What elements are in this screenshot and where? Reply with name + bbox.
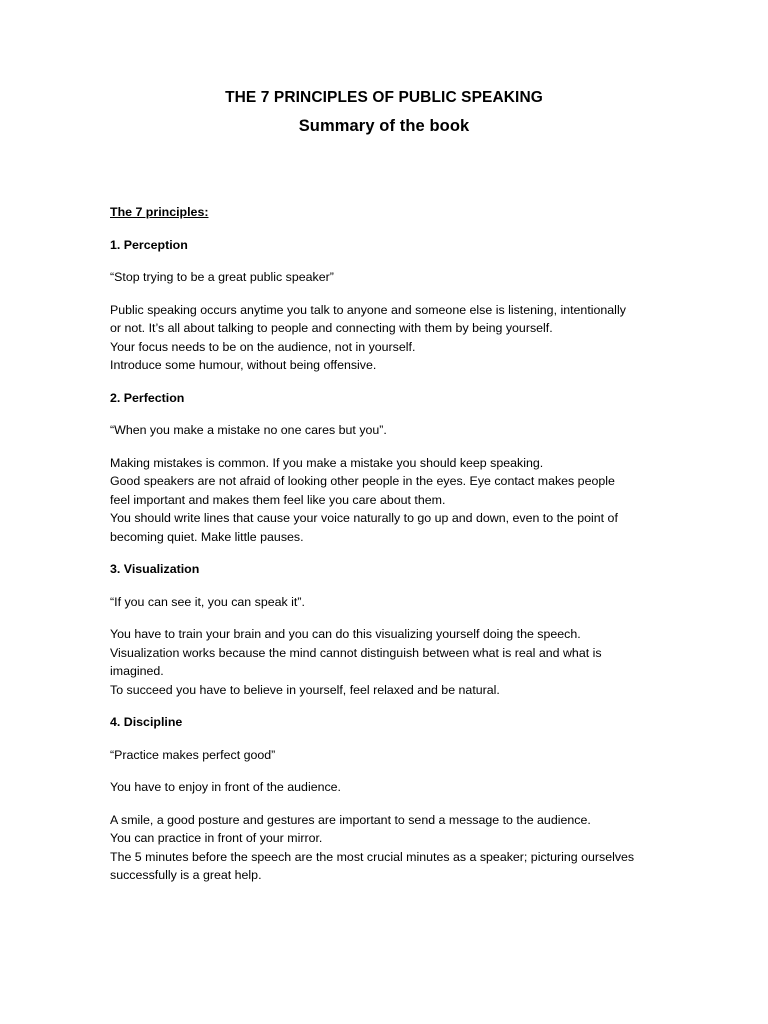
paragraph-line: You should write lines that cause your voice naturally to go up and down, even to the point of: [110, 511, 618, 525]
paragraph-line: becoming quiet. Make little pauses.: [110, 529, 304, 544]
section-quote: “When you make a mistake no one cares but you”.: [110, 423, 387, 437]
sections-container: [110, 236, 670, 885]
section-4: [110, 713, 670, 885]
paragraph-line: You have to train your brain and you can do this visualizing yourself doing the speech.: [110, 627, 581, 641]
document-subtitle: Summary of the book: [298, 117, 470, 135]
section-3: [110, 560, 670, 699]
intro-heading: The 7 principles:: [110, 205, 209, 219]
document-body: [110, 203, 670, 899]
section-paragraph: [110, 778, 670, 797]
paragraph-line: successfully is a great help.: [110, 868, 262, 882]
paragraph-line: imagined.: [110, 664, 164, 678]
paragraph-line: The 5 minutes before the speech are the most crucial minutes as a speaker; picturing ourselves: [110, 849, 635, 864]
section-heading: 4. Discipline: [110, 715, 183, 729]
paragraph-line: Your focus needs to be on the audience, not in yourself.: [110, 339, 416, 354]
paragraph-line: Public speaking occurs anytime you talk to anyone and someone else is listening, intentionally: [110, 302, 626, 317]
paragraph-line: To succeed you have to believe in yourself, feel relaxed and be natural.: [110, 682, 500, 697]
paragraph-line: feel important and makes them feel like you care about them.: [110, 492, 446, 507]
paragraph-line: A smile, a good posture and gestures are important to send a message to the audience.: [110, 812, 591, 827]
paragraph-line: or not. It’s all about talking to people and connecting with them by being yourself.: [110, 321, 553, 335]
section-quote: “If you can see it, you can speak it”.: [110, 594, 305, 609]
section-paragraph: [110, 301, 670, 375]
section-heading: 3. Visualization: [110, 562, 200, 576]
section-paragraph: [110, 625, 670, 699]
section-quote: “Stop trying to be a great public speaker”: [110, 270, 334, 284]
paragraph-line: You can practice in front of your mirror.: [110, 831, 323, 845]
section-heading: 1. Perception: [110, 237, 188, 252]
section-1: [110, 236, 670, 375]
section-heading: 2. Perfection: [110, 390, 185, 405]
paragraph-line: Making mistakes is common. If you make a mistake you should keep speaking.: [110, 455, 544, 470]
section-2: [110, 389, 670, 547]
section-paragraph: [110, 811, 670, 885]
section-paragraph: [110, 454, 670, 547]
document-title: THE 7 PRINCIPLES OF PUBLIC SPEAKING: [225, 89, 543, 106]
paragraph-line: Good speakers are not afraid of looking other people in the eyes. Eye contact makes people: [110, 474, 615, 488]
section-quote: “Practice makes perfect good”: [110, 747, 276, 762]
paragraph-line: You have to enjoy in front of the audience.: [110, 780, 342, 794]
paragraph-line: Introduce some humour, without being offensive.: [110, 358, 377, 372]
paragraph-line: Visualization works because the mind cannot distinguish between what is real and what is: [110, 645, 602, 660]
